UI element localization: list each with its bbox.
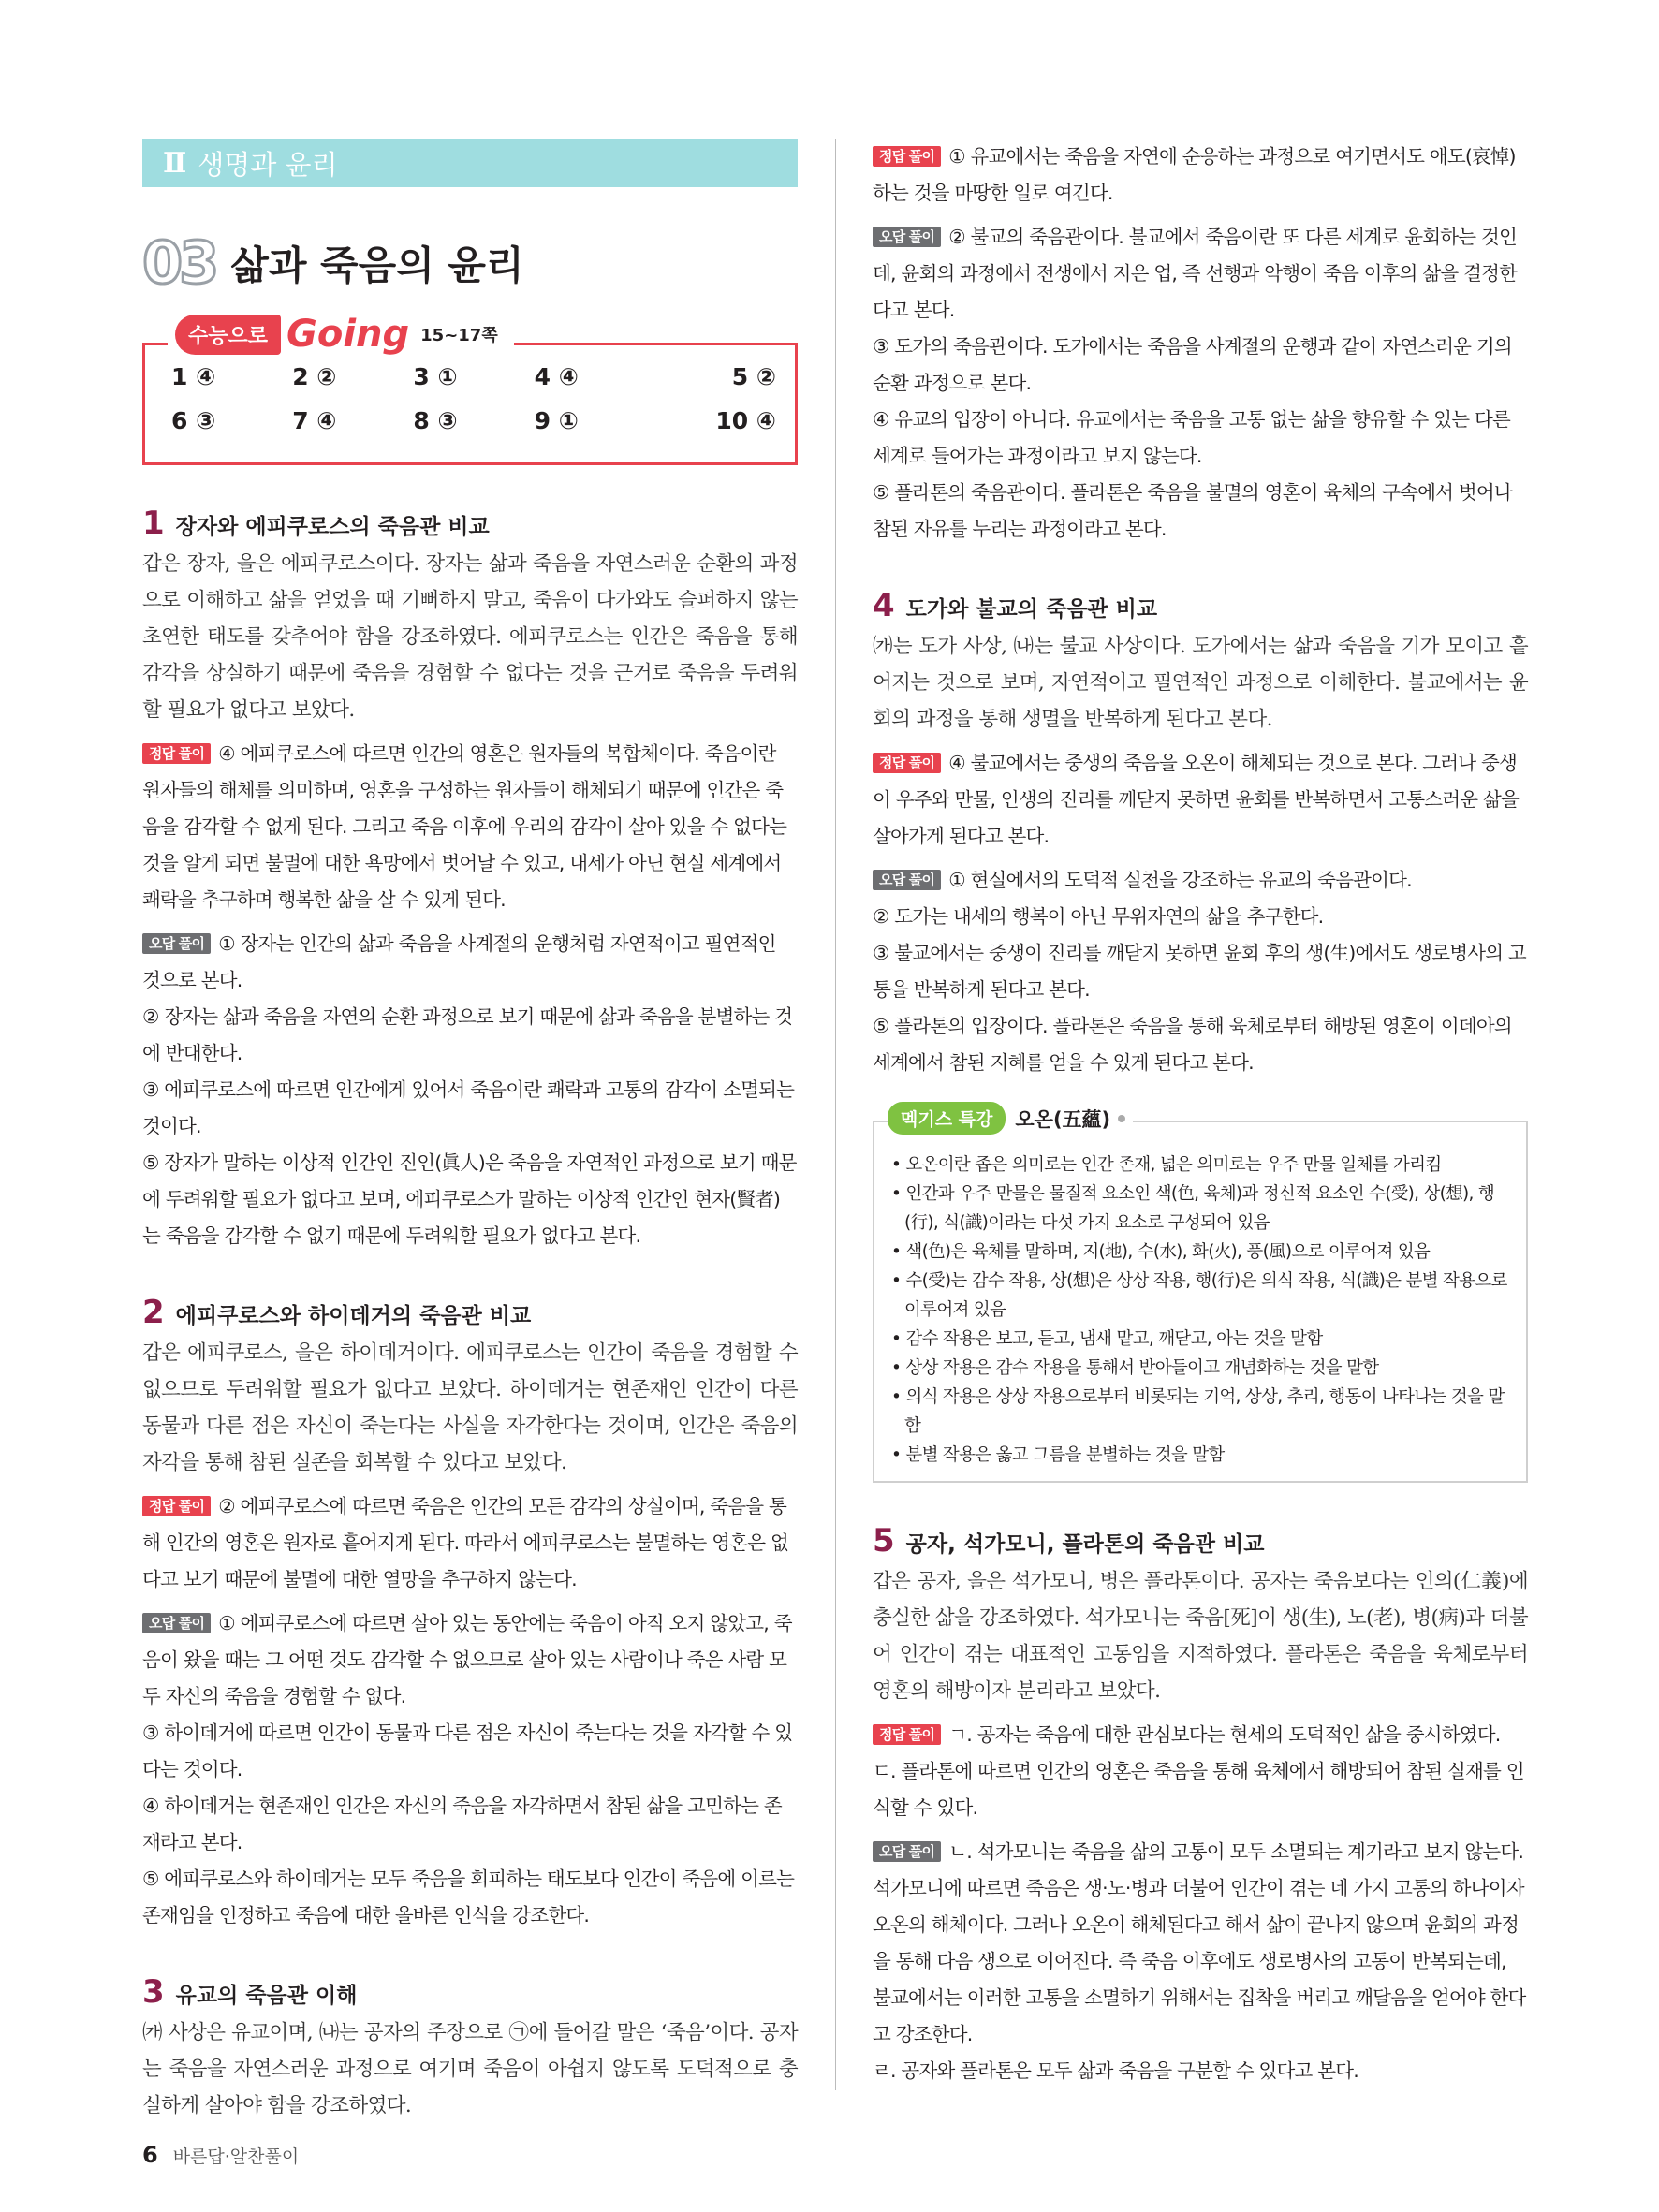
q2-correct-text: ② 에피쿠로스에 따르면 죽음은 인간의 모든 감각의 상실이며, 죽음을 통해 인간의 영혼은 원자로 흩어지게 된다. 따라서 에피쿠로스는 불멸하는 영혼은 없다고 보기 때문에 불멸에 대한 열망을 추구하지 않는다. bbox=[142, 1495, 788, 1590]
mix-title: 오온(五蘊) bbox=[1015, 1107, 1111, 1131]
answer-item: 5 ② bbox=[731, 363, 776, 390]
going-badge: 수능으로 bbox=[175, 315, 281, 355]
q4-note: ② 도가는 내세의 행복이 아닌 무위자연의 삶을 추구한다. bbox=[873, 905, 1324, 928]
q1-note: ② 장자는 삶과 죽음을 자연의 순환 과정으로 보기 때문에 삶과 죽음을 분별하는 것에 반대한다. bbox=[142, 1005, 793, 1064]
wrong-label: 오답 풀이 bbox=[873, 1841, 941, 1862]
answer-item: 7 ④ bbox=[292, 407, 337, 434]
q1-note: ⑤ 장자가 말하는 이상적 인간인 진인(眞人)은 죽음을 자연적인 과정으로 보기 때문에 두려워할 필요가 없다고 보며, 에피쿠로스가 말하는 이상적 인간인 현자(賢者)는 죽음을 감각할 수 없기 때문에 두려워할 필요가 없다고 본다. bbox=[142, 1151, 797, 1247]
q1-wrong bbox=[142, 926, 798, 1254]
unit-banner bbox=[142, 139, 798, 187]
q2-note: ⑤ 에피쿠로스와 하이데거는 모두 죽음을 회피하는 태도보다 인간이 죽음에 이르는 존재임을 인정하고 죽음에 대한 올바른 인식을 강조한다. bbox=[142, 1868, 795, 1926]
page-number: 6 bbox=[142, 2142, 158, 2168]
q5-correct-note: ㄷ. 플라톤에 따르면 인간의 영혼은 죽음을 통해 육체에서 해방되어 참된 실재를 인식할 수 있다. bbox=[873, 1760, 1524, 1819]
q4-title: 도가와 불교의 죽음관 비교 bbox=[905, 597, 1158, 622]
bullet-dot-icon bbox=[1118, 1115, 1125, 1122]
answer-item: 1 ④ bbox=[171, 363, 216, 390]
going-pages: 15~17쪽 bbox=[420, 326, 498, 345]
answer-item: 9 ① bbox=[534, 407, 579, 434]
q5-wrong bbox=[873, 1834, 1528, 2089]
answer-grid bbox=[171, 363, 776, 434]
q2-number: 2 bbox=[142, 1294, 165, 1331]
mix-header bbox=[888, 1102, 1133, 1135]
q1-wrong-text: ① 장자는 인간의 삶과 죽음을 사계절의 운행처럼 자연적이고 필연적인 것으로 본다. bbox=[142, 932, 776, 991]
answer-item: 8 ③ bbox=[413, 407, 458, 434]
wrong-label: 오답 풀이 bbox=[142, 933, 211, 954]
q3-note: ③ 도가의 죽음관이다. 도가에서는 죽음을 사계절의 운행과 같이 자연스러운 기의 순환 과정으로 본다. bbox=[873, 335, 1512, 394]
answer-item: 3 ① bbox=[413, 363, 458, 390]
wrong-label: 오답 풀이 bbox=[873, 227, 941, 247]
chapter-title: 삶과 죽음의 윤리 bbox=[230, 242, 524, 288]
mix-badge: 멕기스 특강 bbox=[888, 1102, 1006, 1135]
unit-numeral: Ⅱ bbox=[163, 146, 187, 180]
q4-correct-text: ④ 불교에서는 중생의 죽음을 오온이 해체되는 것으로 본다. 그러나 중생이 우주와 만물, 인생의 진리를 깨닫지 못하면 윤회를 반복하면서 고통스러운 삶을 살아가게 된다고 본다. bbox=[873, 752, 1519, 847]
wrong-label: 오답 풀이 bbox=[142, 1613, 211, 1633]
chapter-number: 03 bbox=[142, 228, 216, 297]
answer-item: 4 ④ bbox=[534, 363, 579, 390]
q3-wrong-text: ② 불교의 죽음관이다. 불교에서 죽음이란 또 다른 세계로 윤회하는 것인데, 윤회의 과정에서 전생에서 지은 업, 즉 선행과 악행이 죽음 이후의 삶을 결정한다고 본다. bbox=[873, 226, 1518, 321]
q2-wrong-text: ① 에피쿠로스에 따르면 살아 있는 동안에는 죽음이 아직 오지 않았고, 죽음이 왔을 때는 그 어떤 것도 감각할 수 없으므로 살아 있는 사람이나 죽은 사람 모두 자신의 죽음을 경험할 수 없다. bbox=[142, 1612, 792, 1707]
q2-wrong bbox=[142, 1605, 798, 1934]
mix-item: • 인간과 우주 만물은 물질적 요소인 색(色, 육체)과 정신적 요소인 수(受), 상(想), 행(行), 식(識)이라는 다섯 가지 요소로 구성되어 있음 bbox=[891, 1184, 1495, 1233]
mix-item: • 수(受)는 감수 작용, 상(想)은 상상 작용, 행(行)은 의식 작용, 식(識)은 분별 작용으로 이루어져 있음 bbox=[891, 1271, 1507, 1320]
q3-number: 3 bbox=[142, 1973, 165, 2011]
chapter-heading bbox=[142, 230, 798, 296]
q5-heading bbox=[873, 1522, 1528, 1560]
q3-note: ⑤ 플라톤의 죽음관이다. 플라톤은 죽음을 불멸의 영혼이 육체의 구속에서 벗어나 참된 자유를 누리는 과정이라고 본다. bbox=[873, 481, 1512, 540]
wrong-label: 오답 풀이 bbox=[873, 870, 941, 890]
going-word: Going bbox=[286, 313, 410, 356]
q5-number: 5 bbox=[873, 1522, 895, 1560]
right-column bbox=[873, 139, 1528, 2089]
correct-label: 정답 풀이 bbox=[873, 1724, 941, 1745]
q3-title: 유교의 죽음관 이해 bbox=[175, 1984, 358, 2008]
answer-key-box bbox=[142, 313, 798, 465]
answer-item: 10 ④ bbox=[715, 407, 776, 434]
mix-item: • 의식 작용은 상상 작용으로부터 비롯되는 기억, 상상, 추리, 행동이 나타나는 것을 말함 bbox=[891, 1387, 1505, 1436]
q1-correct-text: ④ 에피쿠로스에 따르면 인간의 영혼은 원자들의 복합체이다. 죽음이란 원자들의 해체를 의미하며, 영혼을 구성하는 원자들이 해체되기 때문에 인간은 죽음을 감각할 수 없게 된다. 그리고 죽음 이후에 우리의 감각이 살아 있을 수 없다는 것을 알게 되면 불멸에 대한 욕망에서 벗어날 수 있고, 내세가 아닌 현실 세계에서 쾌락을 추구하며 행복한 삶을 살 수 있게 된다. bbox=[142, 742, 787, 911]
q4-correct bbox=[873, 745, 1528, 855]
q5-correct bbox=[873, 1717, 1528, 1826]
mix-item: • 분별 작용은 옳고 그름을 분별하는 것을 말함 bbox=[891, 1445, 1225, 1465]
q2-note: ③ 하이데거에 따르면 인간이 동물과 다른 점은 자신이 죽는다는 것을 자각할 수 있다는 것이다. bbox=[142, 1721, 793, 1780]
q4-wrong-text: ① 현실에서의 도덕적 실천을 강조하는 유교의 죽음관이다. bbox=[948, 869, 1412, 891]
q3-heading bbox=[142, 1973, 798, 2011]
q2-correct bbox=[142, 1488, 798, 1598]
q5-intro: 갑은 공자, 을은 석가모니, 병은 플라톤이다. 공자는 죽음보다는 인의(仁義)에 충실한 삶을 강조하였다. 석가모니는 죽음[死]이 생(生), 노(老), 병(病)과 더불어 인간이 겪는 대표적인 고통임을 지적하였다. 플라톤은 죽음을 육체로부터 영혼의 해방이자 분리라고 보았다. bbox=[873, 1570, 1528, 1703]
q5-correct-text: ㄱ. 공자는 죽음에 대한 관심보다는 현세의 도덕적인 삶을 중시하였다. bbox=[948, 1723, 1501, 1746]
q4-heading bbox=[873, 587, 1528, 624]
q5-note: ㄹ. 공자와 플라톤은 모두 삶과 죽음을 구분할 수 있다고 본다. bbox=[873, 2059, 1358, 2082]
q3-intro: ㈎ 사상은 유교이며, ㈏는 공자의 주장으로 ㉠에 들어갈 말은 ‘죽음’이다. 공자는 죽음을 자연스러운 과정으로 여기며 죽음이 아쉽지 않도록 도덕적으로 충실하게 살아야 함을 강조하였다. bbox=[142, 2021, 798, 2117]
book-title: 바른답·알찬풀이 bbox=[172, 2146, 300, 2167]
mix-item: • 상상 작용은 감수 작용을 통해서 받아들이고 개념화하는 것을 말함 bbox=[891, 1358, 1379, 1378]
q5-title: 공자, 석가모니, 플라톤의 죽음관 비교 bbox=[905, 1532, 1265, 1557]
correct-label: 정답 풀이 bbox=[142, 743, 211, 764]
q3-correct bbox=[873, 139, 1528, 212]
answer-key-border-left bbox=[145, 343, 168, 345]
q3-note: ④ 유교의 입장이 아니다. 유교에서는 죽음을 고통 없는 삶을 향유할 수 있는 다른 세계로 들어가는 과정이라고 보지 않는다. bbox=[873, 408, 1510, 467]
mix-item: • 오온이란 좁은 의미로는 인간 존재, 넓은 의미로는 우주 만물 일체를 가리킴 bbox=[891, 1155, 1442, 1175]
q4-wrong bbox=[873, 862, 1528, 1081]
q4-note: ③ 불교에서는 중생이 진리를 깨닫지 못하면 윤회 후의 생(生)에서도 생로병사의 고통을 반복하게 된다고 본다. bbox=[873, 942, 1526, 1001]
q1-intro: 갑은 장자, 을은 에피쿠로스이다. 장자는 삶과 죽음을 자연스러운 순환의 과정으로 이해하고 삶을 얻었을 때 기뻐하지 말고, 죽음이 다가와도 슬퍼하지 않는 초연한 태도를 갖추어야 함을 강조하였다. 에피쿠로스는 인간은 죽음을 통해 감각을 상실하기 때문에 죽음을 경험할 수 없다는 것을 근거로 죽음을 두려워할 필요가 없다고 보았다. bbox=[142, 552, 798, 722]
q3-correct-text: ① 유교에서는 죽음을 자연에 순응하는 과정으로 여기면서도 애도(哀悼)하는 것을 마땅한 일로 여긴다. bbox=[873, 145, 1516, 204]
q1-number: 1 bbox=[142, 505, 165, 542]
page-footer bbox=[142, 2142, 299, 2168]
correct-label: 정답 풀이 bbox=[142, 1496, 211, 1516]
q1-correct bbox=[142, 736, 798, 918]
mix-special-box bbox=[873, 1107, 1528, 1483]
answer-key-border-right bbox=[514, 343, 795, 345]
column-divider bbox=[835, 139, 836, 2090]
q1-heading bbox=[142, 505, 798, 542]
left-column bbox=[142, 139, 798, 2124]
q4-note: ⑤ 플라톤의 입장이다. 플라톤은 죽음을 통해 육체로부터 해방된 영혼이 이데아의 세계에서 참된 지혜를 얻을 수 있게 된다고 본다. bbox=[873, 1015, 1512, 1074]
q1-title: 장자와 에피쿠로스의 죽음관 비교 bbox=[175, 515, 490, 539]
mix-item: • 색(色)은 육체를 말하며, 지(地), 수(水), 화(火), 풍(風)으로 이루어져 있음 bbox=[891, 1242, 1431, 1262]
q2-heading bbox=[142, 1294, 798, 1331]
answer-item: 6 ③ bbox=[171, 407, 216, 434]
answer-item: 2 ② bbox=[292, 363, 337, 390]
unit-title: 생명과 윤리 bbox=[198, 148, 338, 181]
q3-wrong bbox=[873, 219, 1528, 548]
q2-title: 에피쿠로스와 하이데거의 죽음관 비교 bbox=[175, 1304, 532, 1328]
q2-note: ④ 하이데거는 현존재인 인간은 자신의 죽음을 자각하면서 참된 삶을 고민하는 존재라고 본다. bbox=[142, 1795, 782, 1853]
q1-note: ③ 에피쿠로스에 따르면 인간에게 있어서 죽음이란 쾌락과 고통의 감각이 소멸되는 것이다. bbox=[142, 1078, 795, 1137]
answer-key-header bbox=[168, 313, 506, 356]
mix-item: • 감수 작용은 보고, 듣고, 냄새 맡고, 깨닫고, 아는 것을 말함 bbox=[891, 1329, 1323, 1349]
correct-label: 정답 풀이 bbox=[873, 753, 941, 773]
correct-label: 정답 풀이 bbox=[873, 146, 941, 167]
q4-number: 4 bbox=[873, 587, 895, 624]
q4-intro: ㈎는 도가 사상, ㈏는 불교 사상이다. 도가에서는 삶과 죽음을 기가 모이고 흩어지는 것으로 보며, 자연적이고 필연적인 과정으로 이해한다. 불교에서는 윤회의 과정을 통해 생멸을 반복하게 된다고 본다. bbox=[873, 635, 1528, 731]
q2-intro: 갑은 에피쿠로스, 을은 하이데거이다. 에피쿠로스는 인간이 죽음을 경험할 수 없으므로 두려워할 필요가 없다고 보았다. 하이데거는 현존재인 인간이 다른 동물과 다른 점은 자신이 죽는다는 사실을 자각한다는 것이며, 인간은 죽음의 자각을 통해 참된 실존을 회복할 수 있다고 보았다. bbox=[142, 1341, 798, 1474]
q5-wrong-text: ㄴ. 석가모니는 죽음을 삶의 고통이 모두 소멸되는 계기라고 보지 않는다. 석가모니에 따르면 죽음은 생·노·병과 더불어 인간이 겪는 네 가지 고통의 하나이자 오온의 해체이다. 그러나 오온이 해체된다고 해서 삶이 끝나지 않으며 윤회의 과정을 통해 다음 생으로 이어진다. 즉 죽음 이후에도 생로병사의 고통이 반복되는데, 불교에서는 이러한 고통을 소멸하기 위해서는 집착을 버리고 깨달음을 얻어야 한다고 강조한다. bbox=[873, 1840, 1526, 2045]
